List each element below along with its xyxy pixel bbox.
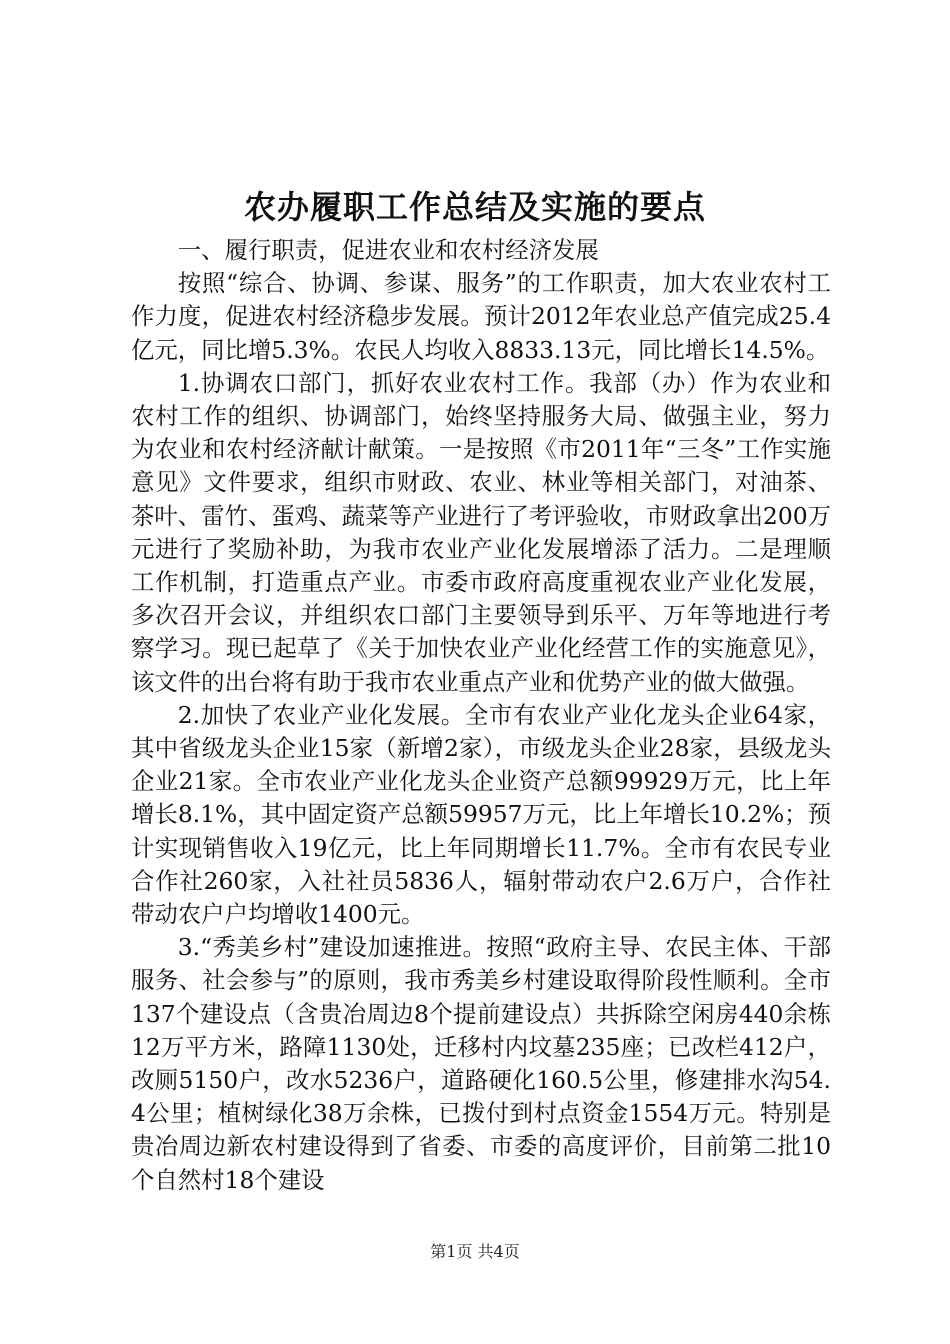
section-heading: 一、履行职责，促进农业和农村经济发展: [177, 236, 599, 264]
paragraph: 按照“综合、协调、参谋、服务”的工作职责，加大农业农村工作力度，促进农村经济稳步发展。预计2012年农业总产值完成25.4亿元，同比增5.3%。农民人均收入8833.13元，同比增长14.5%。: [131, 269, 831, 364]
document-body: [131, 234, 831, 1197]
page-number-footer: 第1页 共4页: [430, 1242, 520, 1261]
paragraph: 1.协调农口部门，抓好农业农村工作。我部（办）作为农业和农村工作的组织、协调部门，始终坚持服务大局、做强主业，努力为农业和农村经济献计献策。一是按照《市2011年“三冬”工作实施意见》文件要求，组织市财政、农业、林业等相关部门，对油茶、茶叶、雷竹、蛋鸡、蔬菜等产业进行了考评验收，市财政拿出200万元进行了奖励补助，为我市农业产业化发展增添了活力。二是理顺工作机制，打造重点产业。市委市政府高度重视农业产业化发展，多次召开会议，并组织农口部门主要领导到乐平、万年等地进行考察学习。现已起草了《关于加快农业产业化经营工作的实施意见》，该文件的出台将有助于我市农业重点产业和优势产业的做大做强。: [131, 368, 831, 696]
paragraph: 2.加快了农业产业化发展。全市有农业产业化龙头企业64家，其中省级龙头企业15家（新增2家），市级龙头企业28家，县级龙头企业21家。全市农业产业化龙头企业资产总额99929万元，比上年增长8.1%，其中固定资产总额59957万元，比上年增长10.2%；预计实现销售收入19亿元，比上年同期增长11.7%。全市有农民专业合作社260家，入社社员5836人，辐射带动农户2.6万户，合作社带动农户户均增收1400元。: [131, 700, 831, 929]
paragraph: 3.“秀美乡村”建设加速推进。按照“政府主导、农民主体、干部服务、社会参与”的原则，我市秀美乡村建设取得阶段性顺利。全市137个建设点（含贵冶周边8个提前建设点）共拆除空闲房440余栋12万平方米，路障1130处，迁移村内坟墓235座；已改栏412户，改厕5150户，改水5236户，道路硬化160.5公里，修建排水沟54.4公里；植树绿化38万余株，已拨付到村点资金1554万元。特别是贵冶周边新农村建设得到了省委、市委的高度评价，目前第二批10个自然村18个建设: [131, 933, 831, 1194]
document-title: 农办履职工作总结及实施的要点: [243, 188, 706, 226]
